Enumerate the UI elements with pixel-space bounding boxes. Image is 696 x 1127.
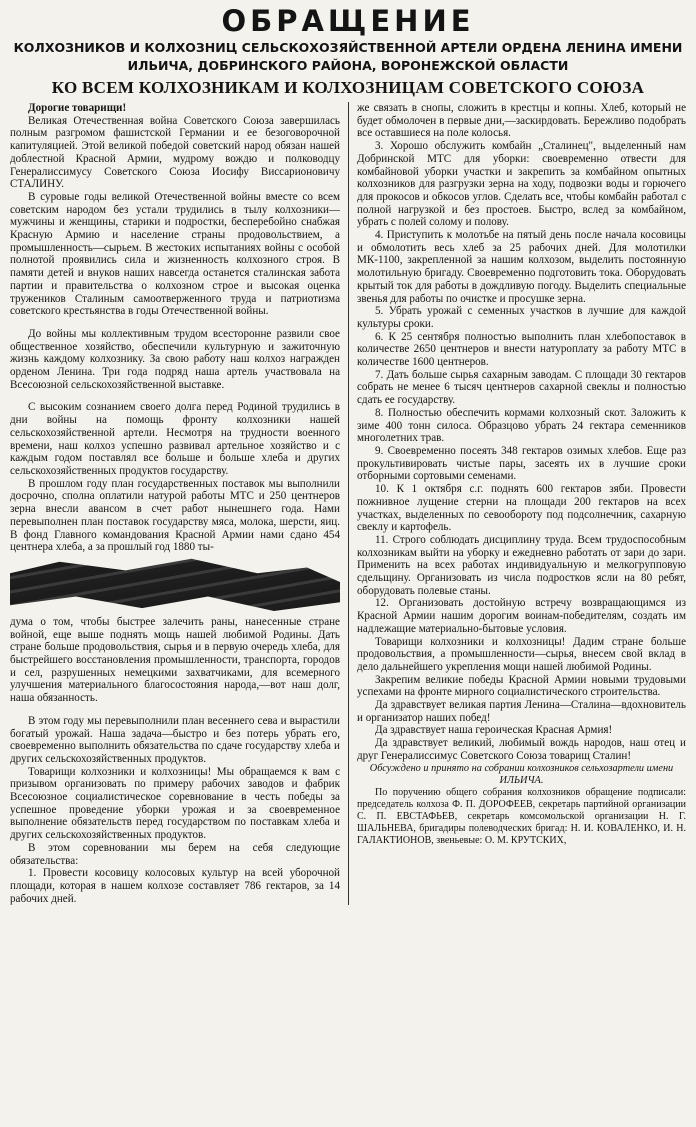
left-paragraph: До войны мы коллективным трудом всесторонне развили свое общественное хозяйство, обеспечили культурную и зажиточную жизнь каждому колхознику. За свою работу наш колхоз награжден орденом Ленина. Три года подряд наша артель участвовала на Всесоюзной сельскохозяйственной выставке. xyxy=(10,327,340,391)
left-paragraph: В этом соревновании мы берем на себя следующие обязательства: xyxy=(10,841,340,867)
right-paragraph: Да здравствует великий, любимый вождь народов, наш отец и друг Генералиссимус Советского Союза товарищ Сталин! xyxy=(357,737,686,762)
right-paragraph: 9. Своевременно посеять 348 гектаров озимых хлебов. Еще раз прокультивировать чистые пары, засеять их в лучшие сроки отборными сортовыми семенами. xyxy=(357,444,686,483)
greeting: Дорогие товарищи! xyxy=(28,102,127,114)
right-paragraph: 5. Убрать урожай с семенных участков в лучшие для каждой культуры сроки. xyxy=(357,305,686,330)
left-paragraph: В суровые годы великой Отечественной войны вместе со всем советским народом без устали трудились в тылу колхозники—мужчины и женщины, старики и подростки, бесперебойно снабжая Красную Армию и население страны продовольствием, а промышленность—сырьем. В жестоких испытаниях войны с особой полнотой проявились сила и жизненность колхозного строя. В памяти детей и внуков наших навсегда останется сталинская забота партии и правительства о колхозном строе и высокая оценка тружеников Сталиным самоотверженного труда и патриотизма советского крестьянства в годы Отечественной войны. xyxy=(10,190,340,318)
page-title: ОБРАЩЕНИЕ xyxy=(221,4,475,38)
torn-damage xyxy=(10,556,340,614)
left-paragraph: 1. Провести косовицу колосовых культур на всей уборочной площади, которая в нашем колхозе составляет 786 гектаров, за 14 рабочих дней. xyxy=(10,867,340,905)
right-paragraph: же связать в снопы, сложить в крестцы и копны. Хлеб, который не будет обмолочен в первые дни,—заскирдовать. Бережливо подобрать все оставшиеся на поле колосья. xyxy=(357,102,686,140)
right-paragraph: Да здравствует великая партия Ленина—Сталина—вдохновитель и организатор наших побед! xyxy=(357,699,686,724)
right-paragraph: 3. Хорошо обслужить комбайн „Сталинец", выделенный нам Добринской МТС для уборки: своевременно отвести для комбайновой уборки участки и закрепить за комбайном опытных колхозников для разгрузки зерна на ходу, подвозки воды и горючего для прокосов и обкосов углов. Сделать все, чтобы комбайн работал с полной нагрузкой и без простоев. Быстро, вслед за комбайном, убрать с полей солому и полову. xyxy=(357,140,686,229)
right-paragraph: 6. К 25 сентября полностью выполнить план хлебопоставок в количестве 2650 центнеров и внести натуроплату за работу МТС в количестве 1600 центнеров. xyxy=(357,330,686,369)
address-heading: КО ВСЕМ КОЛХОЗНИКАМ И КОЛХОЗНИЦАМ СОВЕТСКОГО СОЮЗА xyxy=(51,78,645,97)
right-paragraph: 8. Полностью обеспечить кормами колхозный скот. Заложить к зиме 400 тонн силоса. Образцово убрать 24 гектара семенников многолетних трав. xyxy=(357,406,686,445)
subtitle-line-2: ИЛЬИЧА, ДОБРИНСКОГО РАЙОНА, ВОРОНЕЖСКОЙ ОБЛАСТИ xyxy=(127,58,569,73)
right-paragraph: 7. Дать больше сырья сахарным заводам. С площади 30 гектаров собрать не менее 6 тысяч центнеров сахарной свеклы и полностью сдать ее государству. xyxy=(357,368,686,407)
right-paragraph: 12. Организовать достойную встречу возвращающимся из Красной Армии нашим дорогим воинам-победителям, создать им надлежащие материально-бытовые условия. xyxy=(357,597,686,635)
left-paragraph: В этом году мы перевыполнили план весеннего сева и вырастили богатый урожай. Наша задача—быстро и без потерь убрать его, своевременно выполнить обязательства по сдаче государству хлеба и других сельскохозяйственных продуктов. xyxy=(10,714,340,765)
right-paragraph: Да здравствует наша героическая Красная Армия! xyxy=(375,724,613,737)
right-paragraph: Товарищи колхозники и колхозницы! Дадим стране больше продовольствия, а промышленности—сырья, внесем свой вклад в дело дальнейшего укрепления мощи нашей любимой Родины. xyxy=(357,635,686,673)
left-paragraph: В прошлом году план государственных поставок мы выполнили досрочно, сполна оплатили натурой работы МТС и 250 центнеров зерна внесли авансом в счет работ нынешнего года. Нами перевыполнен план поставок государству мяса, молока, шерсти, яиц. В фонд Главного командования Красной Армии нами сдано 454 центнера хлеба, а за прошлый год 1880 ты- xyxy=(10,477,340,554)
right-paragraph: 11. Строго соблюдать дисциплину труда. Всем трудоспособным колхозникам выйти на уборку и ежедневно работать от зари до зари. Применить на всех работах индивидуальную и мелкогрупповую сдельщину. Организовать из числа подростков ясли на 80 ребят, оборудовать полевые станы. xyxy=(357,533,686,597)
left-paragraph: дума о том, чтобы быстрее залечить раны, нанесенные стране войной, еще выше поднять мощь нашей любимой Родины. Дать стране больше продовольствия, сырья и в первую очередь хлеба, для быстрейшего восстановления промышленности, транспорта, городов и сел, разрушенных немецкими захватчиками, для всемерного улучшения материального благосостояния народа,—вот наш долг, наша обязанность. xyxy=(10,615,340,705)
left-paragraph: Товарищи колхозники и колхозницы! Мы обращаемся к вам с призывом организовать по примеру рабочих заводов и фабрик Всесоюзное социалистическое соревнование в честь победы за успешное проведение уборки урожая и за своевременное выполнение обязательств перед государством по поставкам хлеба и других сельскохозяйственных продуктов. xyxy=(10,765,340,842)
right-column xyxy=(348,102,686,905)
left-column xyxy=(10,102,348,905)
signers-list: По поручению общего собрания колхозников обращение подписали: председатель колхоза Ф. П. ДОРОФЕЕВ, секретарь партийной организации С. П. ЕВСТАФЬЕВ, секретарь комсомольской организации Н. Г. ШАЛЬНЕВА, бригадиры полеводческих бригад: Н. И. КОВАЛЕНКО, И. Н. ГАЛАКТИОНОВ, звеньевые: О. М. КРУТСКИХ, xyxy=(357,787,686,847)
right-paragraph: 4. Приступить к молотьбе на пятый день после начала косовицы и обмолотить весь хлеб за 25 рабочих дней. Для молотилки МК-1100, закрепленной за нашим колхозом, выделить постоянную молотильную бригаду. Своевременно подготовить тока. Оборудовать крытый ток для работы в дождливую погоду. Выделить специальные звенья для работы по очистке и просушке зерна. xyxy=(357,229,686,305)
right-paragraph: 10. К 1 октября с.г. поднять 600 гектаров зяби. Провести пожнивное лущение стерни на площади 200 гектаров на всех участках, выделенных по севообороту под подсолнечник, сахарную свеклу и картофель. xyxy=(357,483,686,534)
right-paragraph: Закрепим великие победы Красной Армии новыми трудовыми успехами на фронте мирного социалистического строительства. xyxy=(357,673,686,699)
resolution-note: Обсуждено и принято на собрании колхозников сельхозартели имени ИЛЬИЧА. xyxy=(369,762,674,786)
left-paragraph: Великая Отечественная война Советского Союза завершилась полным разгромом фашистской Германии и ее безоговорочной капитуляцией. Этой великой победой советский народ обязан нашей доблестной Красной Армии, мудрому вождю и полководцу Генералиссимусу Советского Союза Иосифу Виссарионовичу СТАЛИНУ. xyxy=(10,114,340,191)
subtitle-line-1: КОЛХОЗНИКОВ И КОЛХОЗНИЦ СЕЛЬСКОХОЗЯЙСТВЕННОЙ АРТЕЛИ ОРДЕНА ЛЕНИНА ИМЕНИ xyxy=(13,40,683,55)
article-columns xyxy=(10,102,686,905)
left-paragraph: С высоким сознанием своего долга перед Родиной трудились в дни войны на помощь фронту колхозники нашей сельскохозяйственной артели. Несмотря на трудности военного времени, наш колхоз успешно развивал артельное хозяйство и с каждым годом поставлял все больше и больше хлеба и других сельскохозяйственных продуктов государству. xyxy=(10,401,340,477)
